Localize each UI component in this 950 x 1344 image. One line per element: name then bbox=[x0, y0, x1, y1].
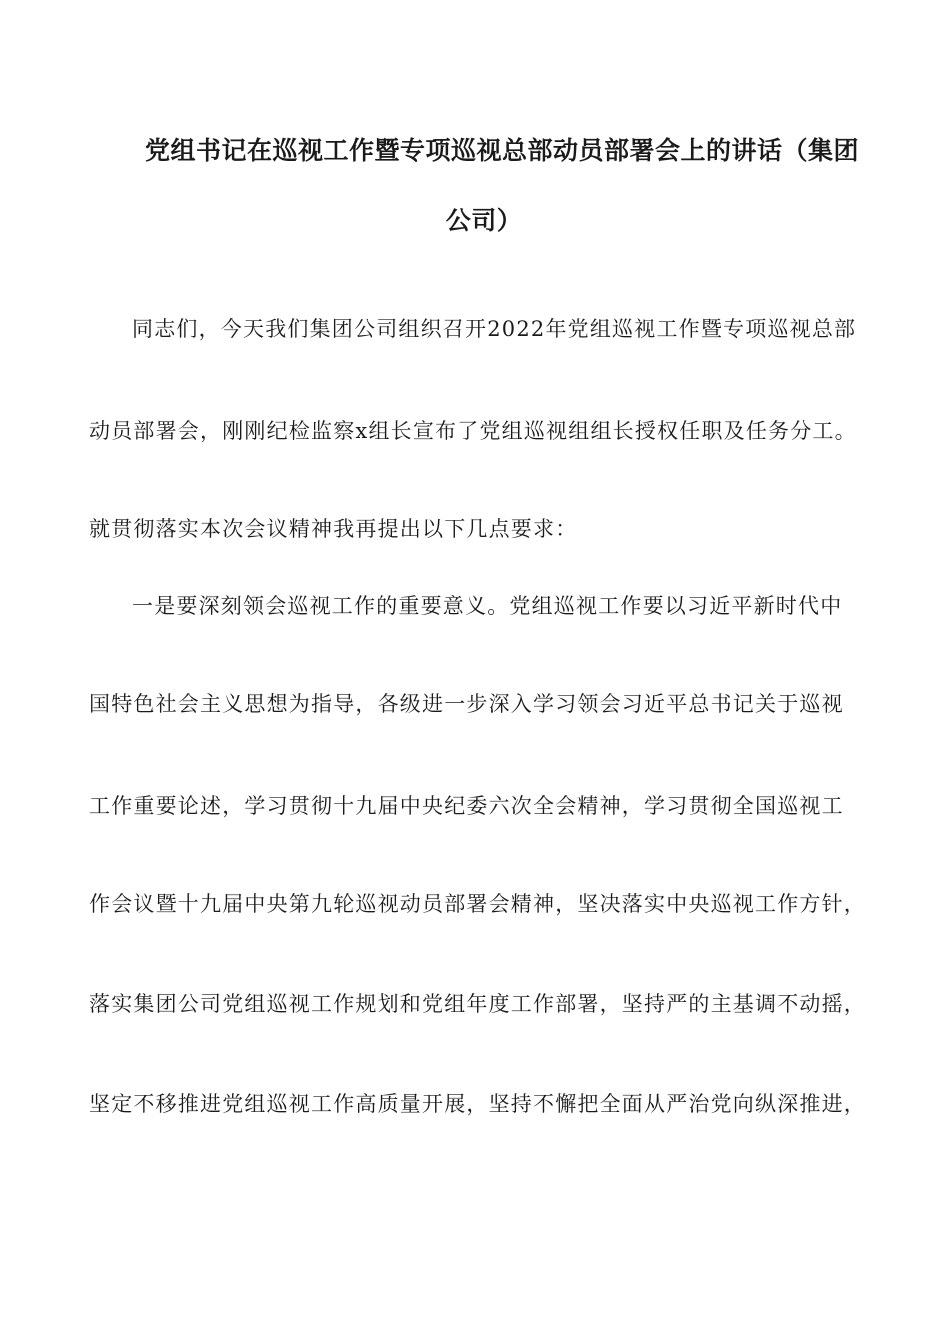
document-title-line-2: 公司） bbox=[445, 206, 523, 235]
document-title-line-1: 党组书记在巡视工作暨专项巡视总部动员部署会上的讲话（集团 bbox=[145, 136, 860, 165]
body-line: 动员部署会，刚刚纪检监察x组长宣布了党组巡视组组长授权任职及任务分工。 bbox=[89, 419, 857, 443]
body-line: 坚定不移推进党组巡视工作高质量开展，坚持不懈把全面从严治党向纵深推进， bbox=[89, 1092, 866, 1116]
body-line: 作会议暨十九届中央第九轮巡视动员部署会精神，坚决落实中央巡视工作方针， bbox=[89, 892, 866, 916]
body-line: 同志们，今天我们集团公司组织召开2022年党组巡视工作暨专项巡视总部 bbox=[132, 317, 857, 341]
body-line: 就贯彻落实本次会议精神我再提出以下几点要求： bbox=[89, 517, 578, 541]
body-line: 国特色社会主义思想为指导，各级进一步深入学习领会习近平总书记关于巡视 bbox=[89, 692, 844, 716]
body-line: 一是要深刻领会巡视工作的重要意义。党组巡视工作要以习近平新时代中 bbox=[132, 594, 843, 618]
body-line: 工作重要论述，学习贯彻十九届中央纪委六次全会精神，学习贯彻全国巡视工 bbox=[89, 794, 844, 818]
body-line: 落实集团公司党组巡视工作规划和党组年度工作部署，坚持严的主基调不动摇， bbox=[89, 992, 866, 1016]
